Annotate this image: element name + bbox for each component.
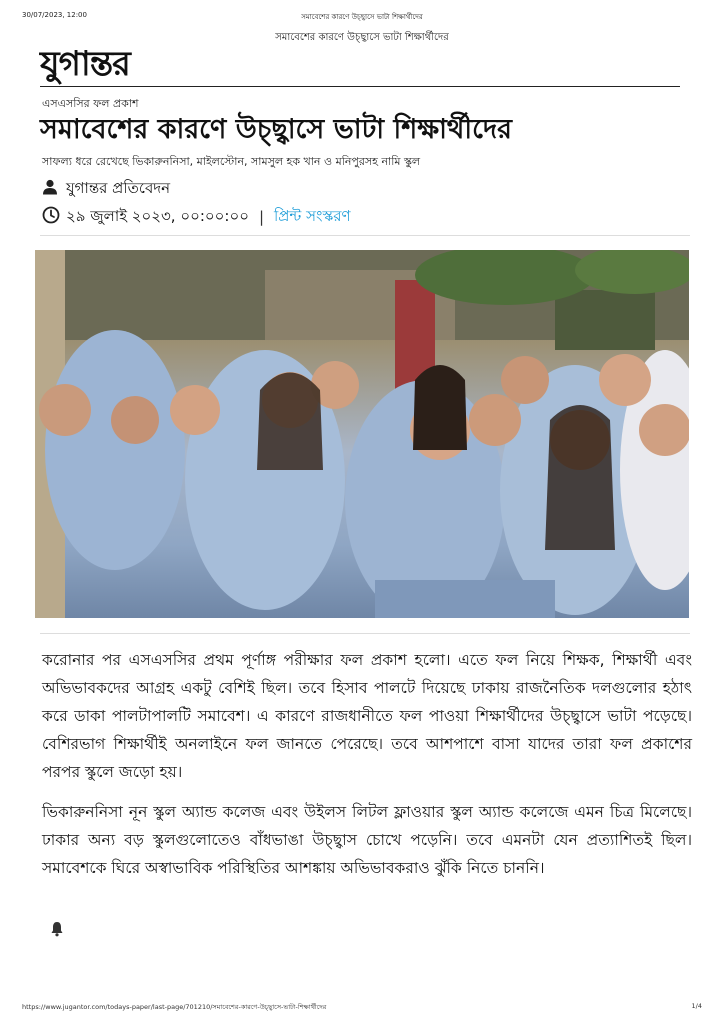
article-headline: সমাবেশের কারণে উচ্ছ্বাসে ভাটা শিক্ষার্থীদের — [40, 114, 513, 145]
print-url: https://www.jugantor.com/todays-paper/last-page/701210/সমাবেশের-কারণে-উচ্ছ্বাসে-ভাটা-শিক্ষার্থীদের — [22, 1003, 327, 1011]
article-category[interactable]: এসএসসির ফল প্রকাশ — [42, 97, 139, 110]
article-shoulder: সাফল্য ধরে রেখেছে ভিকারুননিসা, মাইলস্টোন, সামসুল হক খান ও মনিপুরসহ নামি স্কুল — [42, 155, 421, 168]
print-page-title: সমাবেশের কারণে উচ্ছ্বাসে ভাটা শিক্ষার্থীদের — [301, 13, 423, 21]
clock-icon — [42, 206, 60, 228]
byline — [42, 180, 170, 198]
print-footer — [0, 1002, 724, 1014]
meta-divider — [40, 235, 690, 236]
article-photo — [35, 250, 689, 618]
print-datetime: 30/07/2023, 12:00 — [22, 11, 87, 19]
site-logo[interactable]: যুগান্তর — [40, 44, 130, 84]
article-paragraph: ভিকারুননিসা নূন স্কুল অ্যান্ড কলেজ এবং উইলস লিটল ফ্লাওয়ার স্কুল অ্যান্ড কলেজে এমন চিত্র মিলেছে। ঢাকার অন্য বড় স্কুলগুলোতেও বাঁধভাঙা উচ্ছ্বাস চোখে পড়েনি। তবে এমনটা যেন প্রত্যাশিতই ছিল। সমাবেশকে ঘিরে অস্বাভাবিক পরিস্থিতির আশঙ্কায় অভিভাবকরাও ঝুঁকি নিতে চাননি। — [42, 803, 692, 877]
user-icon — [42, 179, 58, 199]
dateline — [42, 207, 351, 227]
print-header — [0, 11, 724, 23]
sub-title: সমাবেশের কারণে উচ্ছ্বাসে ভাটা শিক্ষার্থীদের — [275, 32, 449, 43]
header-divider — [40, 86, 680, 87]
print-edition-link[interactable]: প্রিন্ট সংস্করণ — [274, 206, 351, 225]
print-page-number: 1/4 — [691, 1002, 702, 1010]
article-paragraph: করোনার পর এসএসসির প্রথম পূর্ণাঙ্গ পরীক্ষার ফল প্রকাশ হলো। এতে ফল নিয়ে শিক্ষক, শিক্ষার্থী এবং অভিভাবকদের আগ্রহ একটু বেশিই ছিল। তবে হিসাব পালটে দিয়েছে ঢাকায় রাজনৈতিক দলগুলোর হঠাৎ করে ডাকা পালটাপালটি সমাবেশ। এ কারণে রাজধানীতে ফল পাওয়া শিক্ষার্থীদের উচ্ছ্বাসে ভাটা পড়েছে। বেশিরভাগ শিক্ষার্থীই অনলাইনে ফল জানতে পেরেছে। তবে আশপাশে বাসা যাদের তারা ফল প্রকাশের পরপর স্কুলে জড়ো হয়। — [42, 651, 692, 781]
author-name: যুগান্তর প্রতিবেদন — [66, 178, 171, 197]
bell-icon[interactable] — [50, 921, 64, 941]
publish-date: ২৯ জুলাই ২০২৩, ০০:০০:০০ — [66, 206, 249, 225]
photo-divider — [40, 633, 690, 634]
dateline-separator: | — [258, 208, 265, 226]
